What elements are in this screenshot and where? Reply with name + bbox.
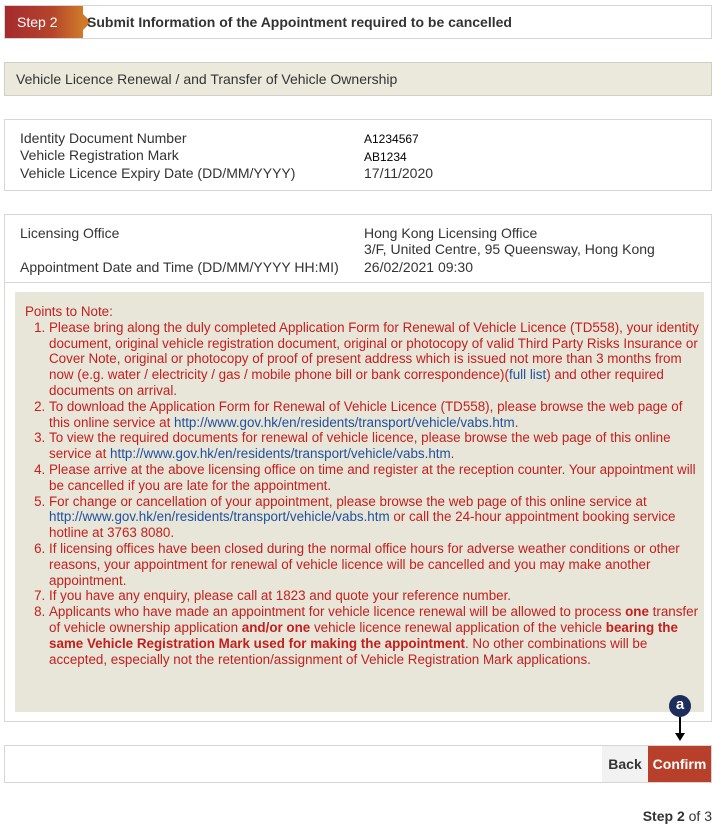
id-value: A1234567 xyxy=(364,132,419,146)
vabs-link[interactable]: http://www.gov.hk/en/residents/transport/vehicle/vabs.htm xyxy=(49,509,390,525)
vabs-link[interactable]: http://www.gov.hk/en/residents/transport/vehicle/vabs.htm xyxy=(110,446,451,462)
confirm-button[interactable]: Confirm xyxy=(648,746,711,782)
id-label: Identity Document Number xyxy=(20,130,187,146)
notes-list xyxy=(25,320,700,668)
datetime-label: Appointment Date and Time (DD/MM/YYYY HH:MI) xyxy=(20,259,339,275)
notes-content xyxy=(15,292,704,712)
office-label: Licensing Office xyxy=(20,225,120,241)
reg-value: AB1234 xyxy=(364,150,407,164)
office-address: 3/F, United Centre, 95 Queensway, Hong Kong xyxy=(364,241,655,257)
note-item: 3. To view the required documents for renewal of vehicle licence, please browse the web page of this online service at http://www.gov.hk/en/residents/transport/vehicle/vabs.htm. xyxy=(49,430,700,462)
office-info-box xyxy=(4,214,712,284)
service-bar: Vehicle Licence Renewal / and Transfer of Vehicle Ownership xyxy=(4,62,712,96)
reg-label: Vehicle Registration Mark xyxy=(20,147,179,163)
note-item: 1. Please bring along the duly completed Application Form for Renewal of Vehicle Licence (TD558), your identity document, original vehicle registration document, original or photocopy of valid Third Party Risks Insurance or Cover Note, original or photocopy of proof of present address which is issued not more than 3 months from now (e.g. water / electricity / gas / mobile phone bill or bank correspondence)(full list) and other required documents on arrival. xyxy=(49,320,700,399)
full-list-link[interactable]: full list xyxy=(508,367,547,383)
note-item: 5. For change or cancellation of your appointment, please browse the web page of this online service at http://www.gov.hk/en/residents/transport/vehicle/vabs.htm or call the 24-hour appointment booking service hotline at 3763 8080. xyxy=(49,494,700,541)
step-header xyxy=(4,5,712,39)
datetime-value: 26/02/2021 09:30 xyxy=(364,259,473,275)
notes-heading: Points to Note: xyxy=(25,304,113,319)
expiry-label: Vehicle Licence Expiry Date (DD/MM/YYYY) xyxy=(20,165,296,181)
note-item: 7. If you have any enquiry, please call at 1823 and quote your reference number. xyxy=(49,588,700,604)
vabs-link[interactable]: http://www.gov.hk/en/residents/transport/vehicle/vabs.htm xyxy=(174,414,515,430)
step-progress: Step 2 of 3 xyxy=(642,808,712,824)
step-badge: Step 2 xyxy=(5,6,83,38)
note-item: 4. Please arrive at the above licensing office on time and register at the reception counter. Your appointment will be cancelled if you are late for the appointment. xyxy=(49,462,700,494)
office-name: Hong Kong Licensing Office xyxy=(364,225,538,241)
arrow-head-icon xyxy=(675,733,685,741)
step-title: Submit Information of the Appointment required to be cancelled xyxy=(87,14,512,30)
vehicle-info-box xyxy=(4,119,712,191)
back-button[interactable]: Back xyxy=(602,746,648,782)
note-item: 6. If licensing offices have been closed during the normal office hours for adverse weather conditions or other reasons, your appointment for renewal of vehicle licence will be cancelled and you may make another appointment. xyxy=(49,541,700,588)
note-item: 8. Applicants who have made an appointment for vehicle licence renewal will be allowed to process one transfer of vehicle ownership application and/or one vehicle licence renewal application of the vehicle bearing the same Vehicle Registration Mark used for making the appointment. No other combinations will be accepted, especially not the retention/assignment of Vehicle Registration Mark applications. xyxy=(49,604,700,667)
expiry-value: 17/11/2020 xyxy=(364,165,434,181)
notes-panel xyxy=(4,282,712,722)
annotation-marker: a xyxy=(669,695,691,717)
note-item: 2. To download the Application Form for Renewal of Vehicle Licence (TD558), please browse the web page of this online service at http://www.gov.hk/en/residents/transport/vehicle/vabs.htm. xyxy=(49,399,700,431)
button-bar xyxy=(4,745,712,783)
